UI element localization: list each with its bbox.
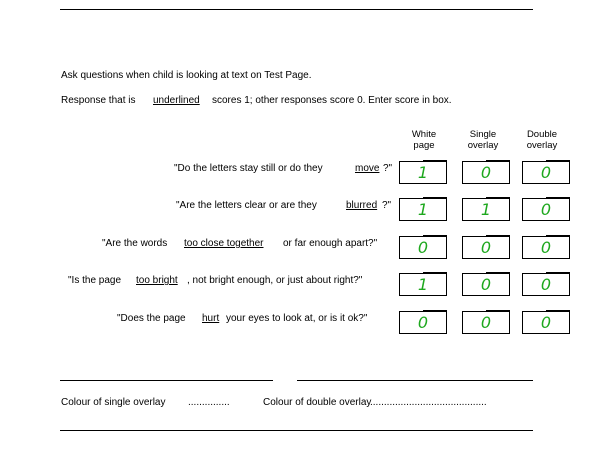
score-white-5: 0	[417, 313, 429, 332]
score-double-1: 0	[540, 163, 552, 182]
question-3-text: "Are the words	[102, 238, 168, 249]
score-double-2: 0	[540, 200, 552, 219]
score-box-single-1[interactable]	[462, 161, 510, 184]
double-overlay-colour-label: Colour of double overlay	[263, 397, 372, 408]
question-5-end: your eyes to look at, or is it ok?"	[226, 313, 368, 324]
header-single-overlay-line1: Single	[469, 129, 497, 140]
header-white-page	[394, 129, 454, 151]
header-double-overlay-line1: Double	[526, 129, 558, 140]
score-white-3: 0	[417, 238, 429, 257]
question-5-text: "Does the page	[117, 313, 186, 324]
question-4-text: "Is the page	[68, 275, 122, 286]
question-3-end: or far enough apart?"	[283, 238, 378, 249]
question-3-underlined: too close together	[184, 238, 264, 249]
instruction-line-2-before: Response that is	[61, 95, 136, 106]
double-overlay-colour-field[interactable]: ..........................................	[370, 397, 487, 408]
instruction-line-2-after: scores 1; other responses score 0. Enter score in box.	[212, 95, 452, 106]
question-1-end: ?"	[383, 163, 393, 174]
question-4-underlined: too bright	[136, 275, 178, 286]
header-double-overlay	[512, 129, 572, 151]
score-single-2: 1	[480, 200, 492, 219]
question-2-end: ?"	[382, 200, 392, 211]
score-white-4: 1	[417, 275, 429, 294]
single-overlay-colour-label: Colour of single overlay	[61, 397, 166, 408]
score-box-white-4[interactable]	[399, 273, 447, 296]
score-double-5: 0	[540, 313, 552, 332]
question-5-underlined: hurt	[202, 313, 220, 324]
header-single-overlay-line2: overlay	[467, 140, 499, 151]
score-single-1: 0	[480, 163, 492, 182]
question-2-text: "Are the letters clear or are they	[176, 200, 317, 211]
question-4-end: , not bright enough, or just about right?"	[187, 275, 363, 286]
score-box-double-2[interactable]	[522, 198, 570, 221]
footer-rule-right	[297, 380, 533, 381]
score-box-single-4[interactable]	[462, 273, 510, 296]
score-single-5: 0	[480, 313, 492, 332]
single-overlay-colour-field[interactable]: ...............	[188, 397, 230, 408]
score-box-double-1[interactable]	[522, 161, 570, 184]
score-double-4: 0	[540, 275, 552, 294]
score-box-single-5[interactable]	[462, 311, 510, 334]
question-2-underlined: blurred	[346, 200, 378, 211]
score-single-4: 0	[480, 275, 492, 294]
question-1-underlined: move	[355, 163, 380, 174]
header-white-page-line2: page	[413, 140, 435, 151]
score-white-2: 1	[417, 200, 429, 219]
score-double-3: 0	[540, 238, 552, 257]
score-box-double-3[interactable]	[522, 236, 570, 259]
header-single-overlay	[453, 129, 513, 151]
score-box-double-5[interactable]	[522, 311, 570, 334]
instruction-line-1: Ask questions when child is looking at text on Test Page.	[61, 70, 312, 81]
score-box-double-4[interactable]	[522, 273, 570, 296]
header-double-overlay-line2: overlay	[526, 140, 558, 151]
score-single-3: 0	[480, 238, 492, 257]
top-rule	[60, 9, 533, 10]
instruction-line-2-underlined: underlined	[153, 95, 200, 106]
bottom-rule	[60, 430, 533, 431]
question-1-text: "Do the letters stay still or do they	[174, 163, 323, 174]
score-box-single-2[interactable]	[462, 198, 510, 221]
score-box-white-3[interactable]	[399, 236, 447, 259]
score-box-white-5[interactable]	[399, 311, 447, 334]
score-box-white-1[interactable]	[399, 161, 447, 184]
score-box-white-2[interactable]	[399, 198, 447, 221]
score-box-single-3[interactable]	[462, 236, 510, 259]
header-white-page-line1: White	[411, 129, 437, 140]
footer-rule-left	[60, 380, 273, 381]
score-white-1: 1	[417, 163, 429, 182]
